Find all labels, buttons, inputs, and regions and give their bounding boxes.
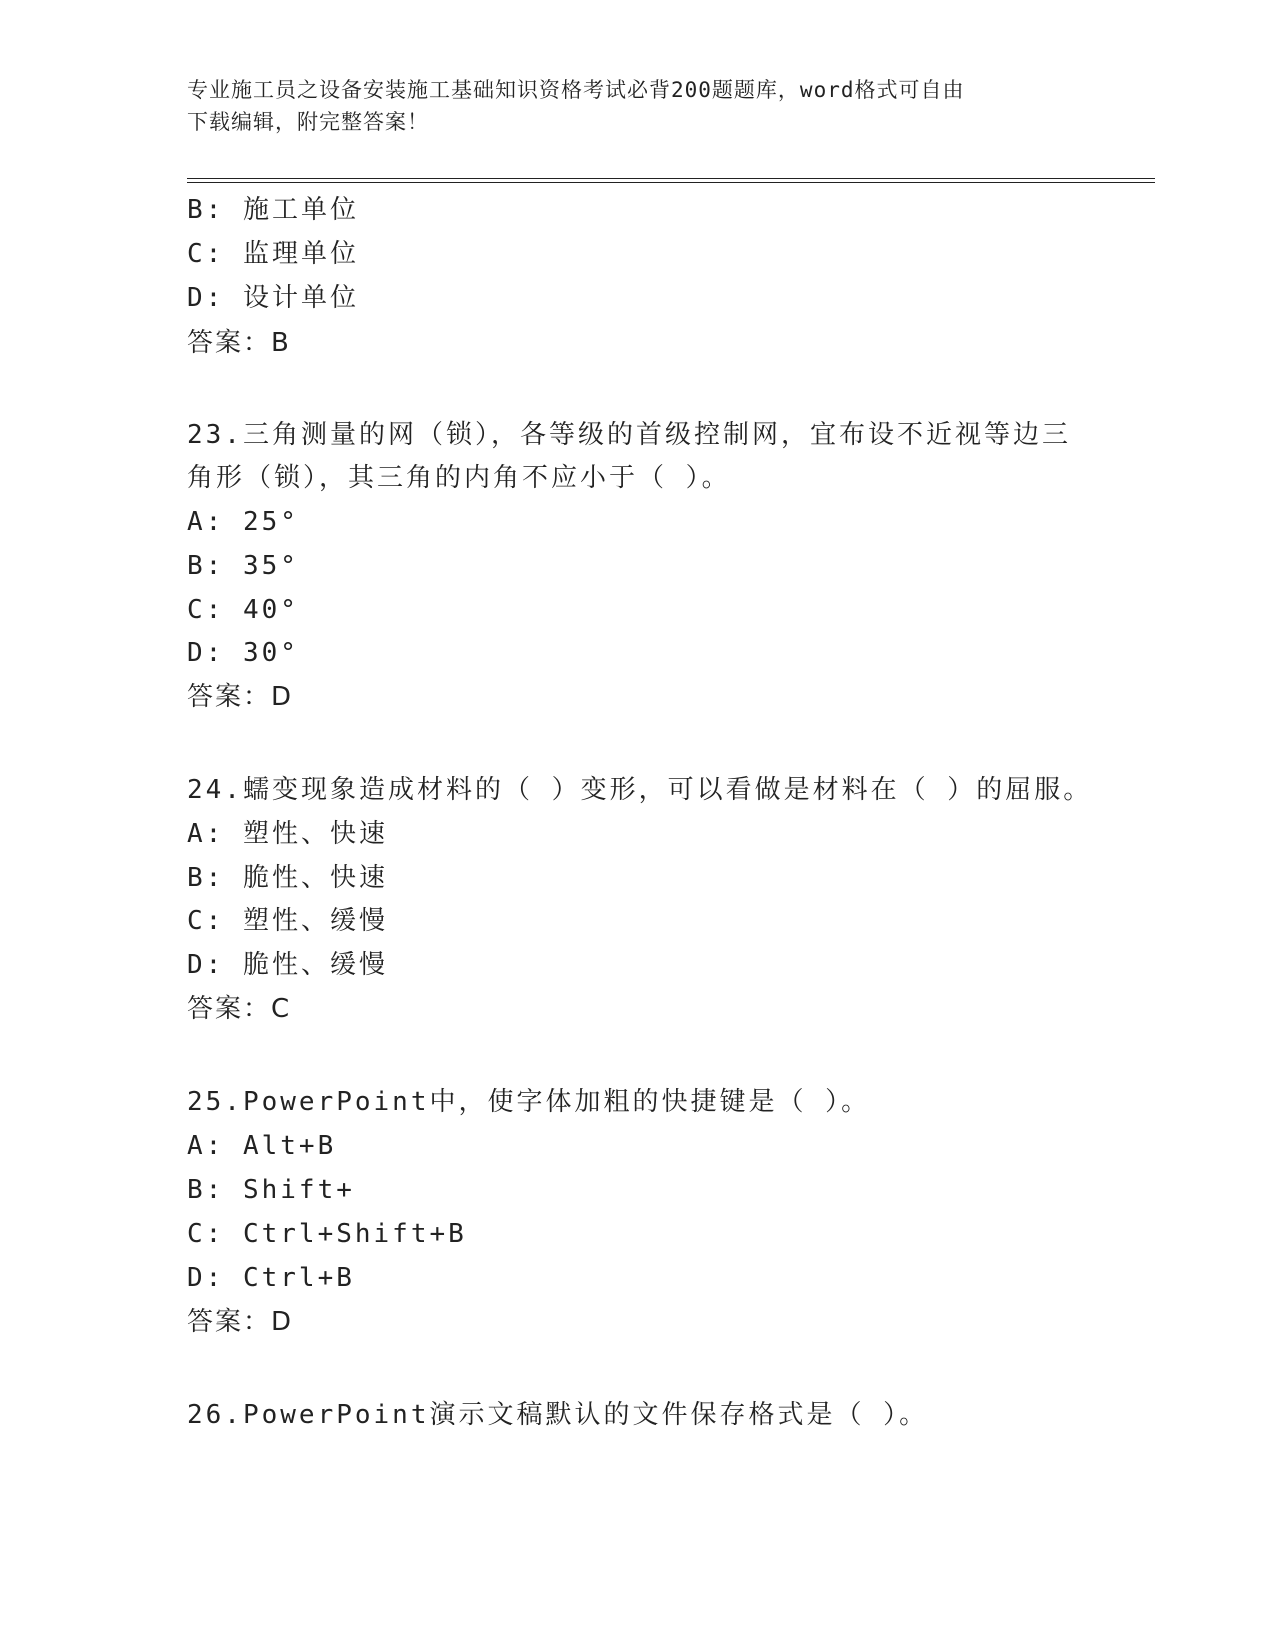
header-title-line-2: 下载编辑，附完整答案！ <box>187 110 429 134</box>
header-rule-top <box>187 178 1155 179</box>
q23-option-b: B: 35° <box>187 551 299 581</box>
q22-option-c: C: 监理单位 <box>187 239 359 269</box>
q24-option-d: D: 脆性、缓慢 <box>187 950 388 980</box>
q24-option-b: B: 脆性、快速 <box>187 863 388 893</box>
document-header <box>187 74 1087 138</box>
q24-option-a: A: 塑性、快速 <box>187 819 388 849</box>
header-title-line-1: 专业施工员之设备安装施工基础知识资格考试必背200题题库，word格式可自由 <box>187 78 965 102</box>
q25-option-c: C: Ctrl+Shift+B <box>187 1219 467 1249</box>
q22-option-b: B: 施工单位 <box>187 195 359 225</box>
q23-option-a: A: 25° <box>187 507 299 537</box>
q25-option-b: B: Shift+ <box>187 1175 355 1205</box>
header-rule-bottom <box>187 182 1155 183</box>
q25-option-a: A: Alt+B <box>187 1131 337 1161</box>
q24-answer: 答案：C <box>187 994 292 1024</box>
q22-option-d: D: 设计单位 <box>187 283 359 313</box>
q22-answer: 答案：B <box>187 328 291 358</box>
q25-option-d: D: Ctrl+B <box>187 1263 355 1293</box>
q26-question: 26.PowerPoint演示文稿默认的文件保存格式是（ ）。 <box>187 1400 929 1430</box>
q23-answer: 答案：D <box>187 682 294 712</box>
q25-answer: 答案：D <box>187 1307 294 1337</box>
q23-question-line-2: 角形（锁），其三角的内角不应小于（ ）。 <box>187 463 731 493</box>
q23-option-c: C: 40° <box>187 595 299 625</box>
q23-question-line-1: 23.三角测量的网（锁），各等级的首级控制网，宜布设不近视等边三 <box>187 420 1071 450</box>
q24-option-c: C: 塑性、缓慢 <box>187 906 388 936</box>
q24-question: 24.蠕变现象造成材料的（ ）变形，可以看做是材料在（ ）的屈服。 <box>187 775 1093 805</box>
q23-option-d: D: 30° <box>187 638 299 668</box>
q25-question: 25.PowerPoint中，使字体加粗的快捷键是（ ）。 <box>187 1087 871 1117</box>
